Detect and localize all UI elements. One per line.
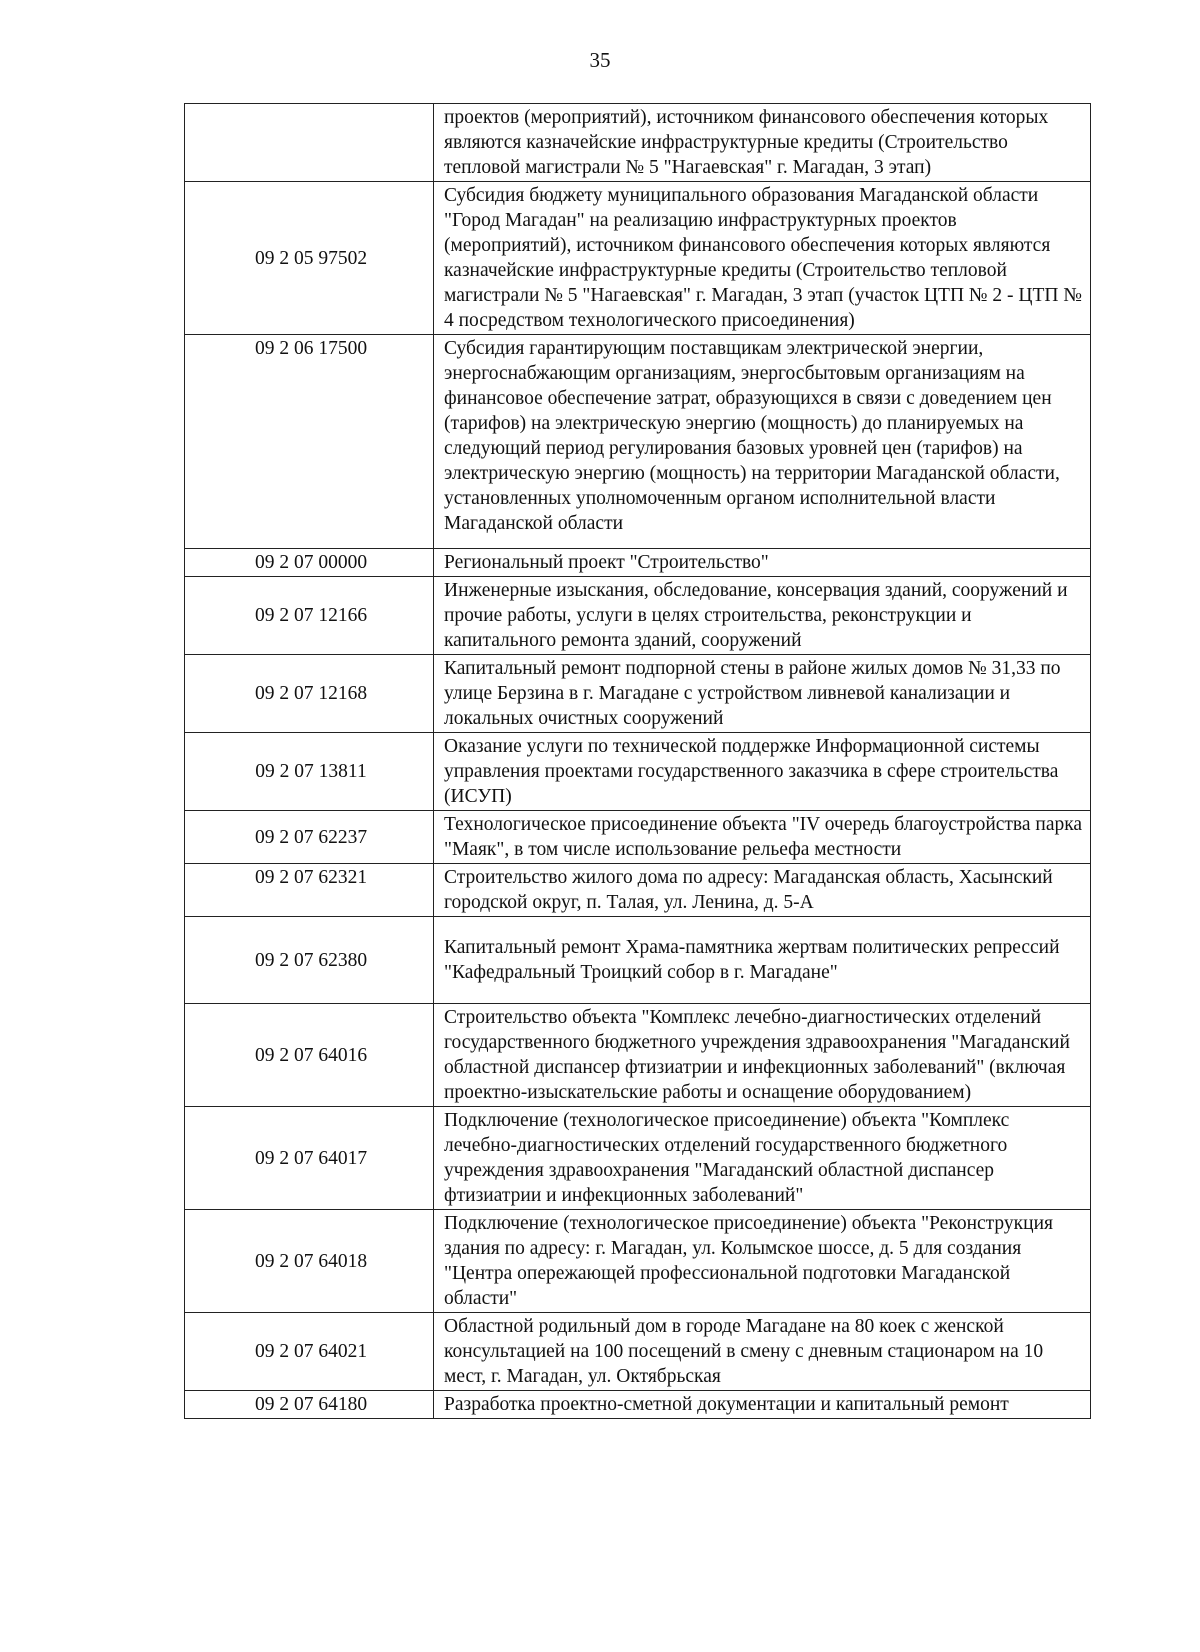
code-cell: 09 2 07 64180 xyxy=(185,1391,434,1419)
code-cell: 09 2 07 13811 xyxy=(185,733,434,811)
description-cell: Строительство объекта "Комплекс лечебно-диагностических отделений государственного бюджетного учреждения здравоохранения "Магаданский областной диспансер фтизиатрии и инфекционных заболеваний" (включая проектно-изыскательские работы и оснащение оборудованием) xyxy=(434,1004,1091,1107)
code-cell: 09 2 07 62321 xyxy=(185,864,434,917)
table-row xyxy=(185,917,1091,1004)
table-row xyxy=(185,549,1091,577)
table-row xyxy=(185,1210,1091,1313)
table-row xyxy=(185,577,1091,655)
code-cell: 09 2 07 64017 xyxy=(185,1107,434,1210)
table-row xyxy=(185,864,1091,917)
code-cell: 09 2 07 62237 xyxy=(185,811,434,864)
code-cell: 09 2 07 64016 xyxy=(185,1004,434,1107)
table-row xyxy=(185,655,1091,733)
code-cell: 09 2 07 62380 xyxy=(185,917,434,1004)
page-number: 35 xyxy=(589,48,611,72)
table-row xyxy=(185,1107,1091,1210)
description-cell: Разработка проектно-сметной документации и капитальный ремонт xyxy=(434,1391,1091,1419)
table-row xyxy=(185,104,1091,182)
code-cell: 09 2 07 12168 xyxy=(185,655,434,733)
description-cell: Региональный проект "Строительство" xyxy=(434,549,1091,577)
description-cell: Оказание услуги по технической поддержке Информационной системы управления проектами государственного заказчика в сфере строительства (ИСУП) xyxy=(434,733,1091,811)
table-row xyxy=(185,1313,1091,1391)
code-cell: 09 2 07 00000 xyxy=(185,549,434,577)
code-cell xyxy=(185,104,434,182)
description-cell: Областной родильный дом в городе Магадане на 80 коек с женской консультацией на 100 посещений в смену с дневным стационаром на 10 мест, г. Магадан, ул. Октябрьская xyxy=(434,1313,1091,1391)
code-cell: 09 2 07 64021 xyxy=(185,1313,434,1391)
description-cell: Технологическое присоединение объекта "IV очередь благоустройства парка "Маяк", в том числе использование рельефа местности xyxy=(434,811,1091,864)
description-cell: Инженерные изыскания, обследование, консервация зданий, сооружений и прочие работы, услуги в целях строительства, реконструкции и капитального ремонта зданий, сооружений xyxy=(434,577,1091,655)
table-row xyxy=(185,335,1091,549)
description-cell: Субсидия бюджету муниципального образования Магаданской области "Город Магадан" на реализацию инфраструктурных проектов (мероприятий), источником финансового обеспечения которых являются казначейские инфраструктурные кредиты (Строительство тепловой магистрали № 5 "Нагаевская" г. Магадан, 3 этап (участок ЦТП № 2 - ЦТП № 4 посредством технологического присоединения) xyxy=(434,182,1091,335)
description-cell: Подключение (технологическое присоединение) объекта "Реконструкция здания по адресу: г. Магадан, ул. Колымское шоссе, д. 5 для создания "Центра опережающей профессиональной подготовки Магаданской области" xyxy=(434,1210,1091,1313)
description-cell: Капитальный ремонт подпорной стены в районе жилых домов № 31,33 по улице Берзина в г. Магадане с устройством ливневой канализации и локальных очистных сооружений xyxy=(434,655,1091,733)
code-cell: 09 2 07 12166 xyxy=(185,577,434,655)
description-cell: проектов (мероприятий), источником финансового обеспечения которых являются казначейские инфраструктурные кредиты (Строительство тепловой магистрали № 5 "Нагаевская" г. Магадан, 3 этап) xyxy=(434,104,1091,182)
table-row xyxy=(185,811,1091,864)
table-row xyxy=(185,182,1091,335)
table-row xyxy=(185,1004,1091,1107)
description-cell: Подключение (технологическое присоединение) объекта "Комплекс лечебно-диагностических отделений государственного бюджетного учреждения здравоохранения "Магаданский областной диспансер фтизиатрии и инфекционных заболеваний" xyxy=(434,1107,1091,1210)
code-cell: 09 2 06 17500 xyxy=(185,335,434,549)
budget-classification-table xyxy=(184,103,1091,1419)
table-row xyxy=(185,733,1091,811)
description-cell: Строительство жилого дома по адресу: Магаданская область, Хасынский городской округ, п. Талая, ул. Ленина, д. 5-А xyxy=(434,864,1091,917)
description-cell: Субсидия гарантирующим поставщикам электрической энергии, энергоснабжающим организациям, энергосбытовым организациям на финансовое обеспечение затрат, образующихся в связи с доведением цен (тарифов) на электрическую энергию (мощность) до планируемых на следующий период регулирования базовых уровней цен (тарифов) на электрическую энергию (мощность) на территории Магаданской области, установленных уполномоченным органом исполнительной власти Магаданской области xyxy=(434,335,1091,549)
code-cell: 09 2 07 64018 xyxy=(185,1210,434,1313)
code-cell: 09 2 05 97502 xyxy=(185,182,434,335)
description-cell: Капитальный ремонт Храма-памятника жертвам политических репрессий "Кафедральный Троицкий собор в г. Магадане" xyxy=(434,917,1091,1004)
table-row xyxy=(185,1391,1091,1419)
